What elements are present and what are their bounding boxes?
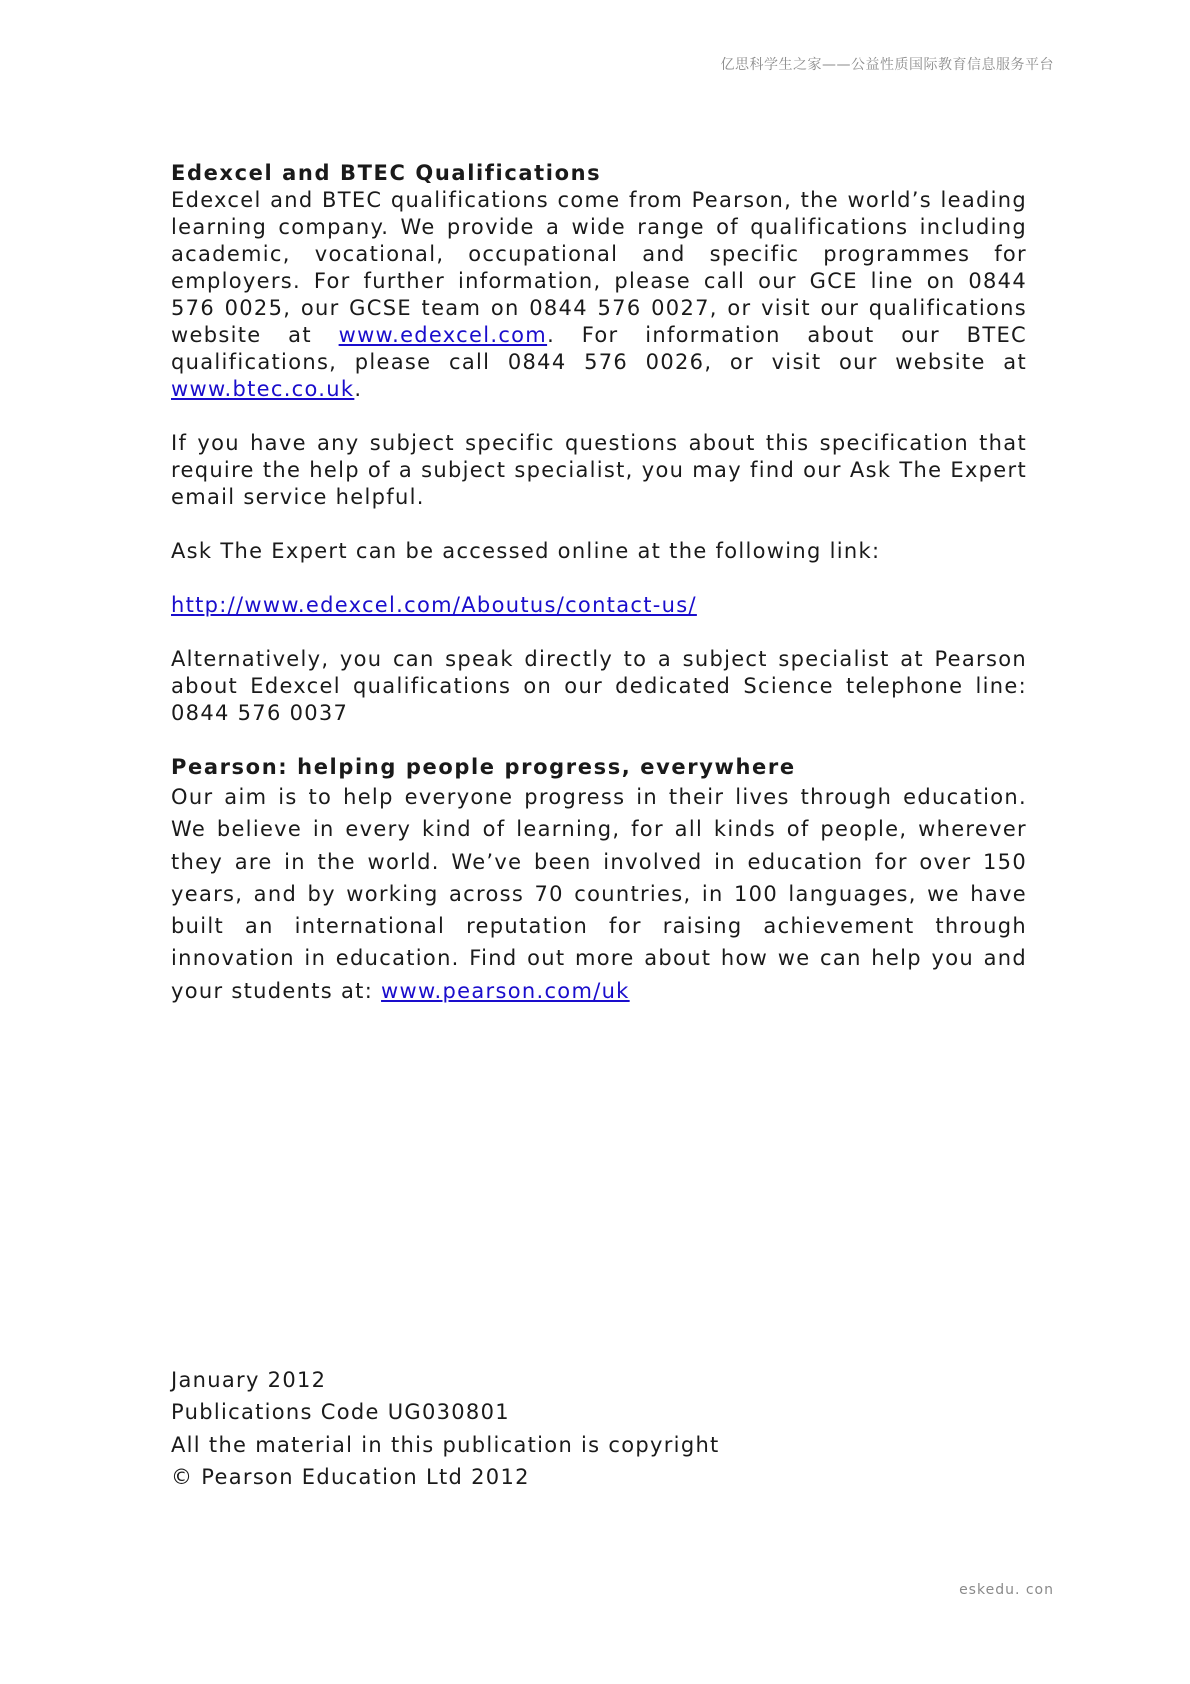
ask-expert-link-intro: Ask The Expert can be accessed online at the following link: [171,539,881,563]
publication-footer [171,1364,871,1493]
telephone-paragraph: Alternatively, you can speak directly to a subject specialist at Pearson about Edexcel qualifications on our dedicated Science telephone line: 0844 576 0037 [171,647,1027,725]
qualifications-text-b: . For information about our BTEC qualifications, please call 0844 576 0026, or visit our website at [171,323,1028,374]
btec-link[interactable]: www.btec.co.uk [171,377,355,401]
copyright-holder: © Pearson Education Ltd 2012 [171,1464,530,1489]
edexcel-link[interactable]: www.edexcel.com [338,323,548,347]
contact-us-link[interactable]: http://www.edexcel.com/Aboutus/contact-us/ [171,593,697,617]
pearson-link[interactable]: www.pearson.com/uk [381,978,630,1003]
publication-date: January 2012 [171,1368,327,1392]
pearson-paragraph [171,781,1027,1007]
qualifications-text-c: . [354,377,363,401]
publication-code: Publications Code UG030801 [171,1400,510,1425]
qualifications-text-a: Edexcel and BTEC qualifications come from Pearson, the world’s leading learning company. We provide a wide range of qualifications including academic, vocational, occupational and specific programmes for employers. For further information, please call our GCE line on 0844 576 0025, our GCSE team on 0844 576 0027, or visit our qualifications website at [171,188,1027,347]
copyright-line: All the material in this publication is copyright [171,1432,720,1457]
footer-watermark: eskedu. con [959,1582,1054,1598]
qualifications-paragraph [171,187,1027,403]
contact-link-paragraph [171,592,1027,619]
header-watermark: 亿思科学生之家——公益性质国际教育信息服务平台 [720,57,1054,73]
pearson-text: Our aim is to help everyone progress in their lives through education. We believe in every kind of learning, for all kinds of people, wherever they are in the world. We’ve been involved in education for over 150 years, and by working across 70 countries, in 100 languages, we have built an international reputation for raising achievement through innovation in education. Find out more about how we can help you and your students at: [171,785,1027,1003]
ask-expert-paragraph: If you have any subject specific questions about this specification that require the help of a subject specialist, you may find our Ask The Expert email service helpful. [171,431,1027,509]
section-heading-qualifications: Edexcel and BTEC Qualifications [171,161,602,185]
main-content [171,160,1027,1007]
section-heading-pearson: Pearson: helping people progress, everywhere [171,755,796,779]
